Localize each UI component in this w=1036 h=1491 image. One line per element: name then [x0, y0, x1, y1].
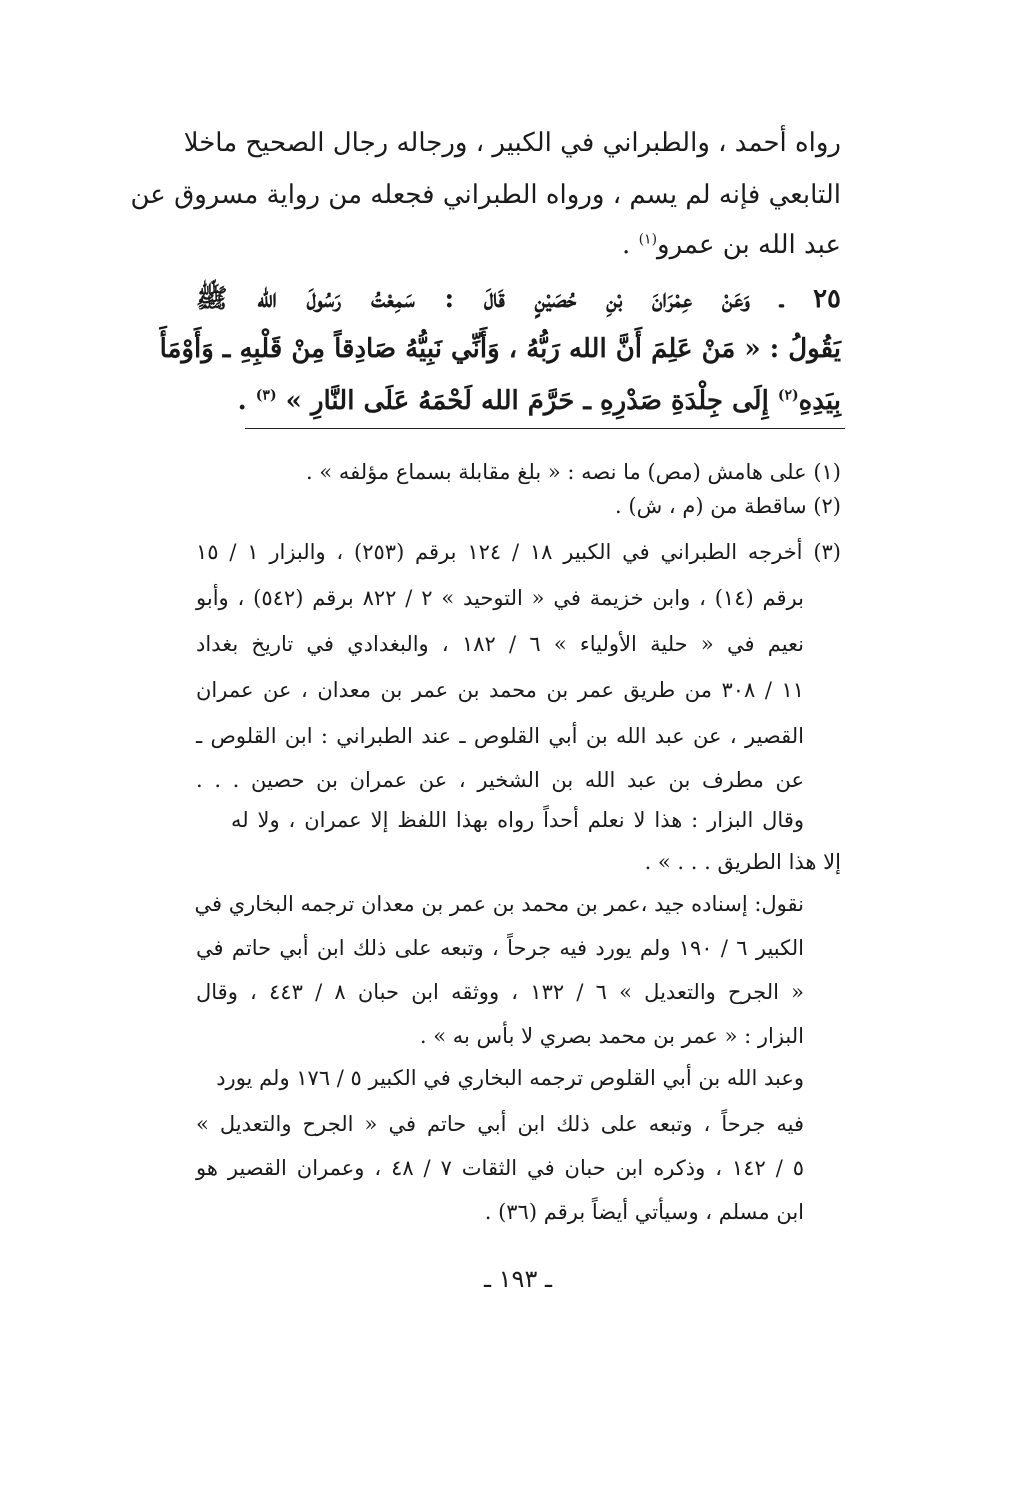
footnote-3-line-12: البزار : « عمر بن محمد بصري لا بأس به » .: [419, 1024, 804, 1048]
footnote-1: (١) على هامش (مص) ما نصه : « بلغ مقابلة بسماع مؤلفه » .: [305, 460, 841, 484]
footnote-separator: [245, 428, 845, 429]
footnote-2: (٢) ساقطة من (م ، ش) .: [615, 494, 841, 518]
footnote-3-line-2: برقم (١٤) ، وابن خزيمة في « التوحيد » ٢ / ٨٢٢ برقم (٥٤٢) ، وأبو: [196, 586, 804, 610]
hadith-line-2: يَقُولُ : « مَنْ عَلِمَ أَنَّ الله رَبُّهُ ، وَأَنِّي نَبِيُّهُ صَادِقاً مِنْ قَلْبِهِ ـ وَأَوْمَأَ: [159, 334, 841, 364]
footnote-3-line-10: الكبير ٦ / ١٩٠ ولم يورد فيه جرحاً ، وتبعه على ذلك ابن أبي حاتم في: [196, 936, 804, 960]
main-text-line-3-end: .: [622, 230, 631, 260]
main-text-line-3: [622, 230, 841, 260]
footnote-3-line-7: وقال البزار : هذا لا نعلم أحداً رواه بهذا اللفظ إلا عمران ، ولا له: [231, 808, 804, 832]
hadith-line-3-end: .: [237, 386, 247, 416]
main-text-line-3-body: عبد الله بن عمرو: [657, 230, 841, 260]
footnote-3-line-13: وعبد الله بن أبي القلوص ترجمه البخاري في الكبير ٥ / ١٧٦ ولم يورد: [216, 1066, 804, 1090]
main-text-line-1: رواه أحمد ، والطبراني في الكبير ، ورجاله رجال الصحيح ماخلا: [183, 128, 841, 158]
footnote-3-line-6: عن مطرف بن عبد الله بن الشخير ، عن عمران بن حصين . . .: [196, 768, 804, 792]
footnote-3-line-15: ٥ / ١٤٢ ، وذكره ابن حبان في الثقات ٧ / ٤٨ ، وعمران القصير هو: [196, 1156, 804, 1180]
hadith-line-1: ٢٥ ـ وَعَنْ عِمْرَانَ بْنِ حُصَيْنٍ قَالَ : سَمِعْتُ رَسُولَ الله ﷺ: [196, 284, 841, 314]
hadith-line-3: [238, 386, 841, 416]
footnote-3-line-9: نقول: إسناده جيد ،عمر بن محمد بن عمر بن معدان ترجمه البخاري في: [194, 892, 804, 916]
footnote-3-line-11: « الجرح والتعديل » ٦ / ١٣٢ ، ووثقه ابن حبان ٨ / ٤٤٣ ، وقال: [196, 980, 804, 1004]
footnote-3-line-1: (٣) أخرجه الطبراني في الكبير ١٨ / ١٢٤ برقم (٢٥٣) ، والبزار ١ / ١٥: [196, 540, 841, 564]
footnote-3-line-5: القصير ، عن عبد الله بن أبي القلوص ـ عند الطبراني : ابن القلوص ـ: [196, 724, 804, 748]
footnote-3-line-16: ابن مسلم ، وسيأتي أيضاً برقم (٣٦) .: [484, 1200, 804, 1224]
footnote-ref-3: (٣): [255, 387, 277, 404]
main-text-line-2: التابعي فإنه لم يسم ، ورواه الطبراني فجعله من رواية مسروق عن: [130, 180, 841, 210]
footnote-3-line-3: نعيم في « حلية الأولياء » ٦ / ١٨٢ ، والبغدادي في تاريخ بغداد: [196, 632, 805, 656]
footnote-3-line-14: فيه جرحاً ، وتبعه على ذلك ابن أبي حاتم في « الجرح والتعديل »: [196, 1112, 804, 1136]
footnote-ref-2: (٢): [777, 387, 799, 404]
hadith-line-3-b: إِلَى جِلْدَةِ صَدْرِهِ ـ حَرَّمَ الله لَحْمَهُ عَلَى النَّارِ »: [285, 386, 769, 416]
footnote-ref-1: (١): [638, 231, 658, 248]
footnote-3-line-8: إلا هذا الطريق . . . » .: [644, 850, 841, 874]
page-number: ـ ١٩٣ ـ: [483, 1265, 552, 1293]
hadith-line-3-a: بِيَدِهِ: [798, 386, 841, 416]
footnote-3-line-4: ١١ / ٣٠٨ من طريق عمر بن محمد بن عمر بن معدان ، عن عمران: [196, 678, 804, 702]
